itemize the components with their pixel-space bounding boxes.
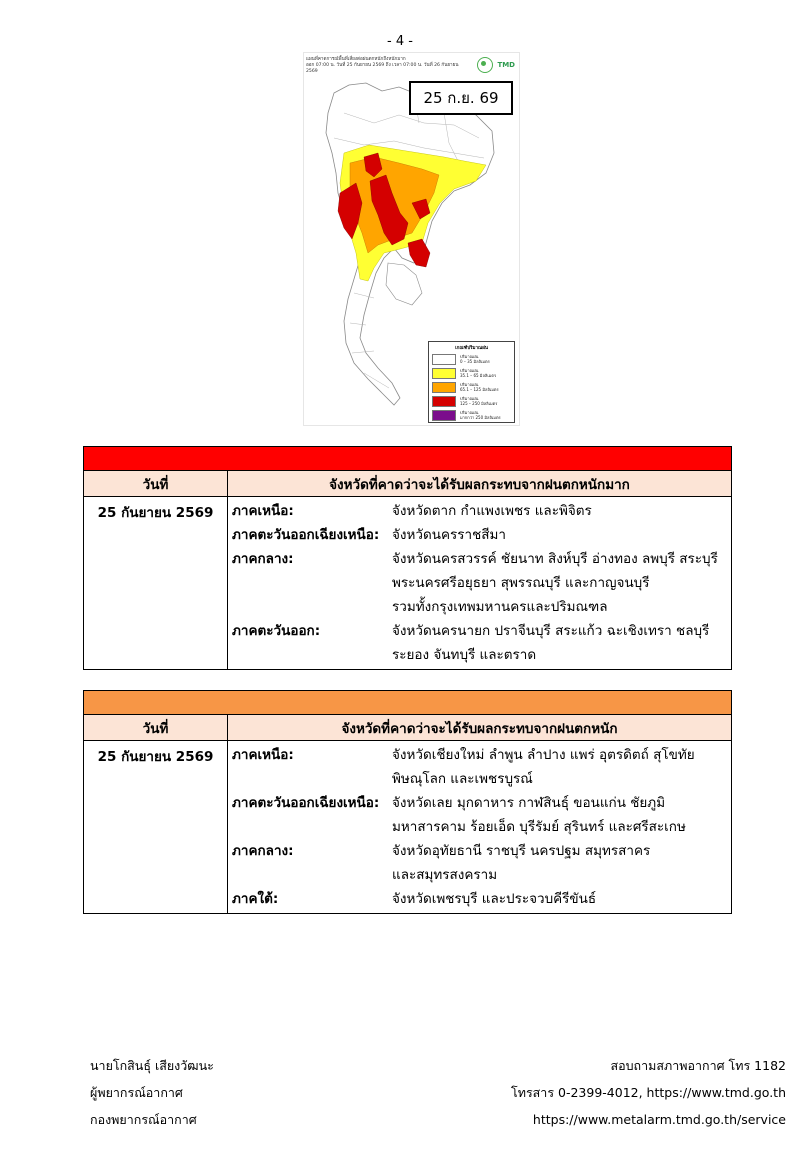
map-date-box: 25 ก.ย. 69 <box>409 81 513 115</box>
province-line: พิษณุโลก และเพชรบูรณ์ <box>392 771 533 787</box>
legend-swatch <box>432 410 456 421</box>
legend-swatch <box>432 396 456 407</box>
province-line: รวมทั้งกรุงเทพมหานครและปริมณฑล <box>392 599 608 615</box>
map-title: แผนที่คาดการณ์พื้นที่เสี่ยงต่อฝนตกหนักถึงหนักมาก <box>306 57 406 62</box>
very-heavy-rain-table <box>83 446 732 670</box>
forecaster-name: นายโกสินธุ์ เสียงวัฒนะ <box>90 1058 214 1073</box>
map-legend <box>428 341 515 423</box>
province-line: จังหวัดเพชรบุรี และประจวบคีรีขันธ์ <box>392 891 597 907</box>
fax-website-text: โทรสาร 0-2399-4012, https://www.tmd.go.th <box>511 1085 786 1100</box>
province-line: พระนครศรีอยุธยา สุพรรณบุรี และกาญจนบุรี <box>392 575 650 591</box>
legend-label: ปริมาณฝน <box>460 409 479 415</box>
province-line: จังหวัดเลย มุกดาหาร กาฬสินธุ์ ขอนแก่น ชัยภูมิ <box>392 795 666 811</box>
region-row-northeast <box>228 523 731 547</box>
red-zone-east <box>408 239 430 267</box>
legend-range: มากกว่า 250 มิลลิเมตร <box>460 414 501 420</box>
region-row-central <box>228 547 731 619</box>
legend-range: 125 – 250 มิลลิเมตร <box>460 400 498 406</box>
region-row-northeast <box>228 791 731 839</box>
date-column-header: วันที่ <box>84 471 228 497</box>
region-name: ภาคตะวันออกเฉียงเหนือ: <box>232 795 380 811</box>
region-name: ภาคกลาง: <box>232 551 294 567</box>
legend-item <box>432 410 511 421</box>
heavy-rain-table <box>83 690 732 914</box>
province-line: และสมุทรสงคราม <box>392 867 498 883</box>
province-line: จังหวัดนครราชสีมา <box>392 527 506 543</box>
legend-item <box>432 368 511 379</box>
rain-risk-map <box>303 52 520 426</box>
heavy-rain-band <box>84 691 732 715</box>
legend-swatch <box>432 354 456 365</box>
region-row-north <box>228 499 731 523</box>
legend-range: 35.1 – 65 มิลลิเมตร <box>460 372 497 378</box>
legend-item <box>432 382 511 393</box>
legend-label: ปริมาณฝน <box>460 395 479 401</box>
legend-range: 0 – 35 มิลลิเมตร <box>460 358 490 364</box>
regions-cell <box>228 741 732 914</box>
page-number: - 4 - <box>387 34 413 49</box>
region-row-east <box>228 619 731 667</box>
region-name: ภาคใต้: <box>232 891 279 907</box>
province-line: จังหวัดอุทัยธานี ราชบุรี นครปฐม สมุทรสาคร <box>392 843 651 859</box>
province-line: จังหวัดตาก กำแพงเพชร และพิจิตร <box>392 503 592 519</box>
forecaster-signature-block <box>90 1052 214 1133</box>
forecast-date: 25 กันยายน 2569 <box>84 741 228 914</box>
region-row-central <box>228 839 731 887</box>
gulf-of-thailand <box>386 263 422 305</box>
region-name: ภาคเหนือ: <box>232 503 294 519</box>
region-name: ภาคตะวันออก: <box>232 623 321 639</box>
province-line: ระยอง จันทบุรี และตราด <box>392 647 537 663</box>
forecaster-title: ผู้พยากรณ์อากาศ <box>90 1085 183 1100</box>
province-line: จังหวัดนครนายก ปราจีนบุรี สระแก้ว ฉะเชิงเทรา ชลบุรี <box>392 623 710 639</box>
date-column-header: วันที่ <box>84 715 228 741</box>
legend-label: ปริมาณฝน <box>460 381 479 387</box>
province-line: จังหวัดเชียงใหม่ ลำพูน ลำปาง แพร่ อุตรดิตถ์ สุโขทัย <box>392 747 695 763</box>
region-name: ภาคตะวันออกเฉียงเหนือ: <box>232 527 380 543</box>
forecaster-division: กองพยากรณ์อากาศ <box>90 1112 197 1127</box>
legend-range: 65.1 – 125 มิลลิเมตร <box>460 386 499 392</box>
contact-block <box>511 1052 786 1133</box>
provinces-column-header: จังหวัดที่คาดว่าจะได้รับผลกระทบจากฝนตกหนัก <box>228 715 732 741</box>
legend-swatch <box>432 368 456 379</box>
region-row-north <box>228 743 731 791</box>
province-line: มหาสารคาม ร้อยเอ็ด บุรีรัมย์ สุรินทร์ และศรีสะเกษ <box>392 819 686 835</box>
tmd-logo: TMD <box>497 61 515 69</box>
region-row-south <box>228 887 731 911</box>
legend-item <box>432 396 511 407</box>
forecast-date: 25 กันยายน 2569 <box>84 497 228 670</box>
legend-label: ปริมาณฝน <box>460 367 479 373</box>
region-name: ภาคเหนือ: <box>232 747 294 763</box>
regions-cell <box>228 497 732 670</box>
legend-item <box>432 354 511 365</box>
legend-swatch <box>432 382 456 393</box>
very-heavy-rain-band <box>84 447 732 471</box>
map-period: ออก 07:00 น. วันที่ 25 กันยายน 2569 ถึง เวลา 07:00 น. วันที่ 26 กันยายน 2569 <box>306 63 459 74</box>
legend-label: ปริมาณฝน <box>460 353 479 359</box>
region-name: ภาคกลาง: <box>232 843 294 859</box>
service-url-text: https://www.metalarm.tmd.go.th/service <box>532 1112 786 1127</box>
legend-title: เกณฑ์ปริมาณฝน <box>455 346 488 351</box>
province-line: จังหวัดนครสวรรค์ ชัยนาท สิงห์บุรี อ่างทอง ลพบุรี สระบุรี <box>392 551 718 567</box>
provinces-column-header: จังหวัดที่คาดว่าจะได้รับผลกระทบจากฝนตกหนักมาก <box>228 471 732 497</box>
hotline-text: สอบถามสภาพอากาศ โทร 1182 <box>610 1058 786 1073</box>
